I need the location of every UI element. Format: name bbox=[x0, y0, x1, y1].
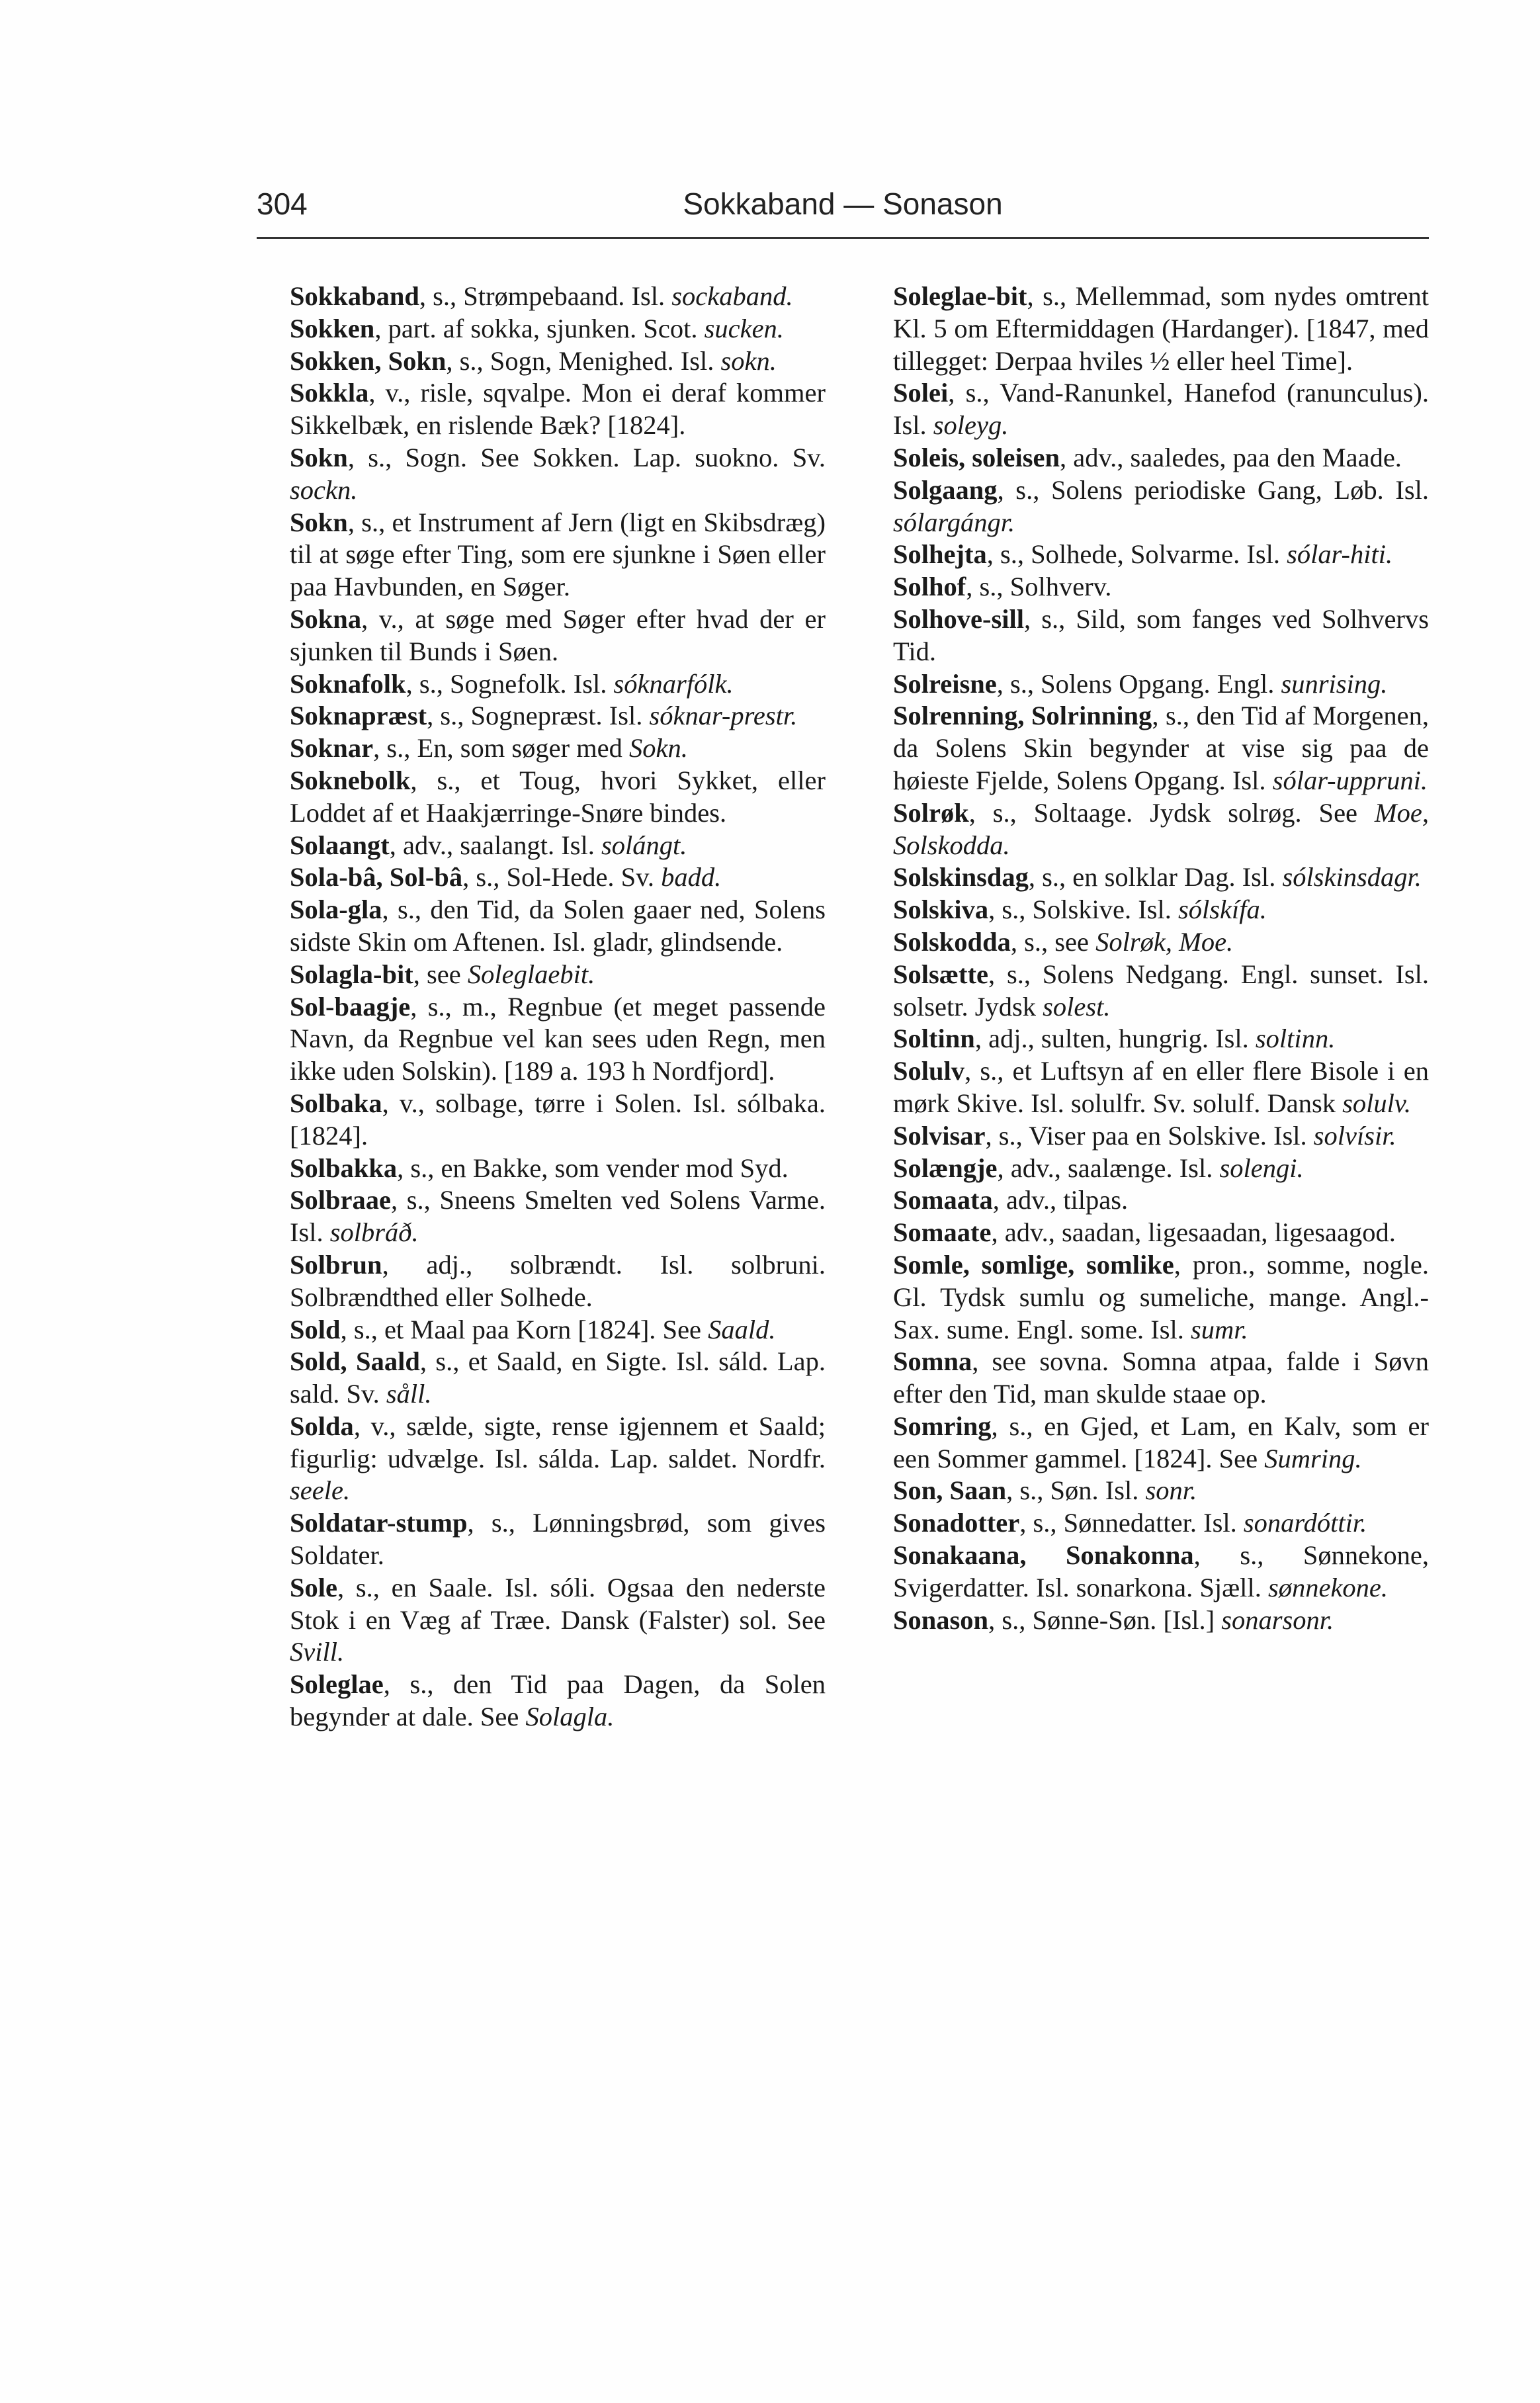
dictionary-entry bbox=[290, 1088, 826, 1153]
entry-etymology: sólskífa. bbox=[1177, 895, 1267, 925]
dictionary-entry bbox=[290, 1153, 826, 1185]
entry-definition: , pron., somme, nogle. Gl. Tydsk sumlu og sumeliche, mange. Angl.-Sax. sume. Engl. some. Isl. bbox=[893, 1249, 1429, 1344]
dictionary-entry bbox=[290, 281, 826, 313]
entry-headword: Soknapræst bbox=[290, 701, 427, 731]
entry-headword: Solskinsdag bbox=[893, 862, 1029, 893]
entry-definition: , s., En, som søger med bbox=[373, 733, 630, 764]
entry-headword: Somaata bbox=[893, 1185, 993, 1215]
dictionary-entry bbox=[290, 668, 826, 701]
entry-headword: Sold, Saald bbox=[290, 1346, 420, 1377]
dictionary-entry bbox=[893, 1475, 1429, 1507]
entry-headword: Sokna bbox=[290, 603, 362, 634]
entry-etymology: sønnekone. bbox=[1267, 1572, 1389, 1602]
entry-headword: Solei bbox=[893, 378, 949, 408]
entry-headword: Sokken bbox=[290, 313, 375, 343]
dictionary-entry bbox=[290, 1346, 826, 1411]
entry-definition: , s., Sognepræst. Isl. bbox=[427, 701, 650, 731]
entry-definition: , s., Søn. Isl. bbox=[1006, 1475, 1146, 1506]
dictionary-entry bbox=[893, 700, 1429, 797]
entry-definition: , s., den Tid paa Dagen, da Solen begynder at dale. See bbox=[290, 1669, 826, 1732]
entry-headword: Sola-bâ, Sol-bâ bbox=[290, 862, 463, 893]
entry-headword: Soleis, soleisen bbox=[893, 442, 1060, 472]
dictionary-entry bbox=[290, 1184, 826, 1249]
entry-headword: Soknebolk bbox=[290, 765, 411, 795]
entry-definition: , adv., tilpas. bbox=[992, 1185, 1129, 1215]
entry-etymology: Sokn. bbox=[629, 733, 688, 764]
entry-etymology: sockaband. bbox=[671, 281, 793, 311]
dictionary-entry bbox=[290, 313, 826, 345]
entry-etymology: solángt. bbox=[601, 830, 687, 860]
dictionary-entry bbox=[290, 991, 826, 1088]
entry-definition: , adv., saadan, ligesaadan, ligesaagod. bbox=[991, 1217, 1396, 1248]
entry-headword: Somna bbox=[893, 1346, 972, 1377]
entry-definition: , s., Soltaage. Jydsk solrøg. See bbox=[968, 797, 1375, 828]
entry-headword: Solbakka bbox=[290, 1153, 398, 1183]
entry-headword: Sole bbox=[290, 1572, 338, 1602]
entry-etymology: sokn. bbox=[720, 345, 777, 376]
entry-definition: , s., Strømpebaand. Isl. bbox=[419, 281, 672, 311]
entry-definition: , s., den Tid af Morgenen, da Solens Skin begynder at vise sig paa de høieste Fjelde, Solens Opgang. Isl. bbox=[893, 701, 1429, 795]
entry-headword: Solhof bbox=[893, 572, 966, 602]
dictionary-entry bbox=[893, 1346, 1429, 1411]
dictionary-entry bbox=[893, 1604, 1429, 1637]
entry-headword: Soknafolk bbox=[290, 668, 406, 699]
entry-definition: , part. af sokka, sjunken. Scot. bbox=[374, 313, 705, 343]
entry-headword: Soleglae-bit bbox=[893, 281, 1027, 311]
entry-definition: , s., et Luftsyn af en eller flere Bisole i en mørk Skive. Isl. solulfr. Sv. solulf. Dansk bbox=[893, 1056, 1429, 1118]
entry-headword: Solbrun bbox=[290, 1249, 382, 1280]
entry-definition: , s., den Tid, da Solen gaaer ned, Solens sidste Skin om Aftenen. Isl. gladr, glindsende. bbox=[290, 895, 826, 957]
entry-etymology: badd. bbox=[661, 862, 722, 893]
page-number: 304 bbox=[257, 187, 308, 221]
dictionary-entry bbox=[893, 797, 1429, 862]
entry-headword: Solhove-sill bbox=[893, 603, 1025, 634]
entry-headword: Solagla-bit bbox=[290, 959, 413, 989]
entry-headword: Solsætte bbox=[893, 959, 988, 989]
entry-etymology: sólar-uppruni. bbox=[1272, 765, 1428, 795]
entry-etymology: solulv. bbox=[1342, 1088, 1412, 1118]
entry-definition: , s., Sol-Hede. Sv. bbox=[462, 862, 662, 893]
dictionary-entry bbox=[290, 765, 826, 830]
header-rule bbox=[257, 237, 1429, 239]
entry-headword: Sola-gla bbox=[290, 895, 382, 925]
right-column bbox=[893, 281, 1429, 1636]
dictionary-entry bbox=[893, 926, 1429, 959]
entry-etymology: Sumring. bbox=[1264, 1443, 1362, 1473]
entry-headword: Sonason bbox=[893, 1604, 989, 1635]
entry-etymology: seele. bbox=[290, 1475, 351, 1506]
left-column bbox=[290, 281, 826, 1733]
entry-headword: Solbraae bbox=[290, 1185, 392, 1215]
entry-definition: , s., Mellemmad, som nydes omtrent Kl. 5 om Eftermiddagen (Hardanger). [1847, med tillegget: Derpaa hviles ½ eller heel Time]. bbox=[893, 281, 1429, 376]
entry-etymology: soltinn. bbox=[1255, 1024, 1336, 1054]
entry-definition: , adv., saalænge. Isl. bbox=[997, 1153, 1220, 1183]
entry-etymology: sóknarfólk. bbox=[613, 668, 734, 699]
dictionary-entry bbox=[893, 571, 1429, 603]
dictionary-entry bbox=[290, 830, 826, 862]
entry-etymology: Moe, Solskodda. bbox=[893, 797, 1429, 860]
entry-definition: , s., Sogn. See Sokken. Lap. suokno. Sv. bbox=[347, 442, 826, 472]
dictionary-entry bbox=[893, 668, 1429, 701]
entry-headword: Sokken, Sokn bbox=[290, 345, 447, 376]
entry-definition: , s., et Toug, hvori Sykket, eller Loddet af et Haakjærringe-Snøre bindes. bbox=[290, 765, 826, 828]
entry-etymology: sólargángr. bbox=[893, 507, 1015, 537]
dictionary-entry bbox=[290, 1249, 826, 1314]
entry-etymology: sólskinsdagr. bbox=[1282, 862, 1422, 893]
dictionary-entry bbox=[893, 1153, 1429, 1185]
entry-definition: , s., Solens Opgang. Engl. bbox=[996, 668, 1281, 699]
entry-etymology: soleyg. bbox=[933, 410, 1009, 441]
entry-definition: , adv., saalangt. Isl. bbox=[389, 830, 601, 860]
dictionary-entry bbox=[893, 1055, 1429, 1120]
running-head: Sokkaband — Sonason bbox=[683, 187, 1003, 221]
entry-definition: , s., Solens periodiske Gang, Løb. Isl. bbox=[997, 474, 1429, 505]
entry-definition: , s., Lønningsbrød, som gives Soldater. bbox=[290, 1508, 826, 1571]
dictionary-entry bbox=[290, 959, 826, 991]
entry-headword: Soldatar-stump bbox=[290, 1508, 468, 1538]
entry-definition: , s., et Instrument af Jern (ligt en Skibsdræg) til at søge efter Ting, som ere sjunkne i Søen eller paa Havbunden, en Søger. bbox=[290, 507, 826, 602]
entry-etymology: sóknar-prestr. bbox=[649, 701, 798, 731]
entry-definition: , adj., solbrændt. Isl. solbruni. Solbrændthed eller Solhede. bbox=[290, 1249, 826, 1312]
entry-definition: , s., Solhede, Solvarme. Isl. bbox=[986, 539, 1287, 570]
entry-headword: Solrenning, Solrinning bbox=[893, 701, 1152, 731]
entry-headword: Somle, somlige, somlike bbox=[893, 1249, 1174, 1280]
entry-etymology: sucken. bbox=[704, 313, 784, 343]
entry-definition: , v., sælde, sigte, rense igjennem et Saald; figurlig: udvælge. Isl. sálda. Lap. saldet. Nordfr. bbox=[290, 1411, 826, 1473]
dictionary-entry bbox=[290, 1507, 826, 1572]
entry-headword: Solskiva bbox=[893, 895, 989, 925]
page-header bbox=[257, 184, 1429, 230]
dictionary-entry bbox=[893, 539, 1429, 571]
dictionary-entry bbox=[290, 700, 826, 732]
dictionary-entry bbox=[893, 1411, 1429, 1475]
entry-headword: Solrøk bbox=[893, 797, 969, 828]
entry-headword: Somring bbox=[893, 1411, 992, 1441]
entry-headword: Soleglae bbox=[290, 1669, 384, 1700]
entry-definition: , see sovna. Somna atpaa, falde i Søvn efter den Tid, man skulde staae op. bbox=[893, 1346, 1429, 1409]
dictionary-entry bbox=[290, 1669, 826, 1733]
entry-headword: Solængje bbox=[893, 1153, 998, 1183]
entry-definition: , s., Sønnedatter. Isl. bbox=[1019, 1508, 1244, 1538]
entry-definition: , s., Sønne-Søn. [Isl.] bbox=[988, 1604, 1222, 1635]
entry-etymology: Solrøk, Moe. bbox=[1095, 926, 1234, 957]
entry-headword: Solhejta bbox=[893, 539, 987, 570]
entry-headword: Solskodda bbox=[893, 926, 1011, 957]
entry-headword: Soknar bbox=[290, 733, 374, 764]
entry-headword: Solulv bbox=[893, 1056, 965, 1086]
entry-headword: Sokn bbox=[290, 507, 348, 537]
entry-definition: , s., m., Regnbue (et meget passende Navn, da Regnbue vel kan sees uden Regn, men ikke uden Solskin). [189 a. 193 h Nordfjord]. bbox=[290, 991, 826, 1086]
dictionary-entry bbox=[893, 281, 1429, 377]
entry-definition: , see bbox=[413, 959, 468, 989]
entry-etymology: sockn. bbox=[290, 474, 358, 505]
entry-definition: , s., Sønnekone, Svigerdatter. Isl. sonarkona. Sjæll. bbox=[893, 1540, 1429, 1602]
dictionary-entry bbox=[290, 442, 826, 507]
dictionary-entry bbox=[290, 1411, 826, 1507]
entry-etymology: sonr. bbox=[1145, 1475, 1197, 1506]
entry-definition: , s., Sild, som fanges ved Solhvervs Tid. bbox=[893, 603, 1429, 666]
entry-etymology: solengi. bbox=[1219, 1153, 1304, 1183]
entry-etymology: Solagla. bbox=[525, 1702, 615, 1732]
entry-etymology: Svill. bbox=[290, 1637, 345, 1667]
entry-definition: , s., Viser paa en Solskive. Isl. bbox=[985, 1120, 1314, 1151]
entry-definition: , s., Sognefolk. Isl. bbox=[406, 668, 614, 699]
entry-definition: , s., Solens Nedgang. Engl. sunset. Isl. solsetr. Jydsk bbox=[893, 959, 1429, 1022]
entry-definition: , s., Solskive. Isl. bbox=[988, 895, 1178, 925]
entry-etymology: Soleglaebit. bbox=[467, 959, 595, 989]
entry-definition: , s., Solhverv. bbox=[966, 572, 1112, 602]
entry-definition: , v., solbage, tørre i Solen. Isl. sólbaka. [1824]. bbox=[290, 1088, 826, 1151]
dictionary-entry bbox=[893, 959, 1429, 1024]
entry-etymology: sonardóttir. bbox=[1243, 1508, 1367, 1538]
entry-definition: , s., en Gjed, et Lam, en Kalv, som er een Sommer gammel. [1824]. See bbox=[893, 1411, 1429, 1473]
entry-definition: , s., Sogn, Menighed. Isl. bbox=[446, 345, 721, 376]
entry-headword: Solgaang bbox=[893, 474, 998, 505]
entry-headword: Solvisar bbox=[893, 1120, 986, 1151]
dictionary-entry bbox=[893, 894, 1429, 926]
entry-headword: Solreisne bbox=[893, 668, 997, 699]
entry-etymology: sumr. bbox=[1190, 1314, 1248, 1344]
dictionary-entry bbox=[290, 507, 826, 603]
dictionary-entry bbox=[893, 442, 1429, 474]
entry-headword: Sonadotter bbox=[893, 1508, 1020, 1538]
entry-headword: Somaate bbox=[893, 1217, 992, 1248]
dictionary-entry bbox=[893, 1249, 1429, 1346]
entry-definition: , s., see bbox=[1010, 926, 1096, 957]
entry-etymology: sonarsonr. bbox=[1221, 1604, 1334, 1635]
entry-definition: , s., et Maal paa Korn [1824]. See bbox=[340, 1314, 708, 1344]
entry-definition: , s., et Saald, en Sigte. Isl. sáld. Lap. sald. Sv. bbox=[290, 1346, 826, 1409]
dictionary-entry bbox=[893, 1120, 1429, 1153]
entry-headword: Solbaka bbox=[290, 1088, 382, 1118]
entry-definition: , s., en Saale. Isl. sóli. Ogsaa den nederste Stok i en Væg af Træe. Dansk (Falster) sol. See bbox=[290, 1572, 826, 1635]
dictionary-entry bbox=[893, 377, 1429, 442]
entry-definition: , s., Vand-Ranunkel, Hanefod (ranunculus). Isl. bbox=[893, 378, 1429, 441]
entry-definition: , adv., saaledes, paa den Maade. bbox=[1060, 442, 1402, 472]
dictionary-entry bbox=[290, 894, 826, 959]
entry-etymology: solest. bbox=[1043, 991, 1111, 1022]
entry-headword: Sold bbox=[290, 1314, 341, 1344]
entry-headword: Sokn bbox=[290, 442, 348, 472]
entry-etymology: sunrising. bbox=[1281, 668, 1388, 699]
entry-etymology: solvísir. bbox=[1313, 1120, 1396, 1151]
entry-etymology: sólar-hiti. bbox=[1287, 539, 1393, 570]
entry-headword: Sonakaana, Sonakonna bbox=[893, 1540, 1194, 1571]
dictionary-entry bbox=[290, 732, 826, 765]
entry-definition: , v., at søge med Søger efter hvad der er sjunken til Bunds i Søen. bbox=[290, 603, 826, 666]
entry-definition: , v., risle, sqvalpe. Mon ei deraf kommer Sikkelbæk, en rislende Bæk? [1824]. bbox=[290, 378, 826, 441]
dictionary-entry bbox=[290, 861, 826, 894]
dictionary-entry bbox=[290, 377, 826, 442]
entry-headword: Soltinn bbox=[893, 1024, 975, 1054]
dictionary-entry bbox=[290, 345, 826, 378]
entry-definition: , s., en solklar Dag. Isl. bbox=[1028, 862, 1283, 893]
dictionary-entry bbox=[893, 1023, 1429, 1055]
dictionary-entry bbox=[290, 1572, 826, 1669]
dictionary-entry bbox=[893, 1507, 1429, 1540]
entry-definition: , s., en Bakke, som vender mod Syd. bbox=[397, 1153, 789, 1183]
dictionary-entry bbox=[290, 603, 826, 668]
dictionary-entry bbox=[893, 474, 1429, 539]
dictionary-entry bbox=[893, 1540, 1429, 1604]
entry-headword: Solda bbox=[290, 1411, 354, 1441]
entry-etymology: solbráð. bbox=[329, 1217, 419, 1248]
entry-headword: Sol-baagje bbox=[290, 991, 411, 1022]
entry-definition: , adj., sulten, hungrig. Isl. bbox=[974, 1024, 1256, 1054]
entry-etymology: Saald. bbox=[708, 1314, 776, 1344]
entry-headword: Solaangt bbox=[290, 830, 390, 860]
dictionary-entry bbox=[893, 1184, 1429, 1217]
entry-headword: Son, Saan bbox=[893, 1475, 1007, 1506]
entry-headword: Sokkaband bbox=[290, 281, 419, 311]
dictionary-entry bbox=[893, 861, 1429, 894]
dictionary-entry bbox=[893, 603, 1429, 668]
entry-definition: , s., Sneens Smelten ved Solens Varme. Isl. bbox=[290, 1185, 826, 1248]
entry-headword: Sokkla bbox=[290, 378, 369, 408]
dictionary-entry bbox=[290, 1314, 826, 1346]
entry-etymology: såll. bbox=[386, 1379, 432, 1409]
dictionary-entry bbox=[893, 1217, 1429, 1249]
